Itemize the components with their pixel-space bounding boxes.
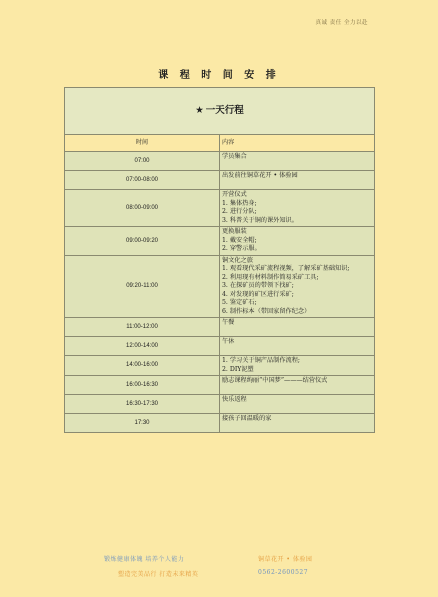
footer-brand: 铜草花开 • 体验园 [258,556,313,563]
column-header-row [65,135,375,152]
content-line: 6. 制作标本（带回家留作纪念） [222,307,311,315]
row-time: 14:00-16:00 [65,356,220,376]
content-line: 励志课程绚丽“中国梦”———结营仪式 [222,377,328,384]
row-time: 11:00-12:00 [65,318,220,337]
footer-phone: 0562-2600527 [258,569,309,576]
content-line: 5. 鉴定矿石; [222,299,257,306]
content-line: 2. 穿警示服。 [222,245,261,252]
table-heading [65,88,375,135]
content-line: 4. 对发现的矿区进行采矿; [222,290,294,298]
content-line: 开营仪式 [222,191,247,198]
content-line: 接孩子回温暖的家 [222,415,272,422]
schedule-rows [65,152,375,433]
page-title: 课 程 时 间 安 排 [158,70,280,81]
content-line: 1. 集体热身; [222,199,257,207]
content-line: 3. 在探矿员的带领下找矿; [222,282,294,289]
row-content [220,227,375,256]
content-line: 午餐 [222,319,235,326]
table-row [65,356,375,376]
row-content [220,255,375,318]
row-content [220,395,375,414]
content-line: 更换服装 [222,228,247,235]
table-heading-row [65,88,375,135]
row-content [220,190,375,227]
header-motto: 真诚 责任 全力以赴 [315,20,368,26]
column-header-content: 内容 [220,135,375,152]
content-line: 快乐返程 [222,396,247,403]
content-line: 铜文化之旅 [222,256,253,264]
content-line: 午休 [222,338,235,345]
row-time: 07:00-08:00 [65,171,220,190]
content-line: 1. 戴安全帽; [222,236,257,244]
star-icon: ★ [195,104,204,116]
content-line: 3. 科普关于铜的课外知识。 [222,216,298,224]
footer-slogan-1: 锻炼健康体魄 培养个人能力 [104,556,185,563]
schedule-table [64,87,375,433]
row-time: 16:00-16:30 [65,376,220,395]
content-line: 1. 观看现代采矿流程视频，了解采矿基础知识; [222,265,350,272]
row-time: 08:00-09:00 [65,190,220,227]
table-row [65,227,375,256]
row-content [220,376,375,395]
content-line: 2. 利用现有材料制作简易采矿工具; [222,273,319,281]
row-time: 09:20-11:00 [65,255,220,318]
table-row [65,337,375,356]
row-time: 12:00-14:00 [65,337,220,356]
content-line: 2. DIY泥塑 [222,365,254,373]
table-row [65,395,375,414]
row-content [220,152,375,171]
row-time: 09:00-09:20 [65,227,220,256]
footer-slogan-2: 塑造完美品行 打造未来精英 [118,571,199,578]
row-content [220,171,375,190]
row-time: 16:30-17:30 [65,395,220,414]
content-line: 学员集合 [222,153,247,160]
content-line: 1. 学习关于铜产品制作流程; [222,357,301,364]
table-row [65,171,375,190]
table-row [65,376,375,395]
row-time: 17:30 [65,414,220,433]
content-line: 2. 进行分队; [222,208,257,215]
row-content [220,414,375,433]
row-content [220,356,375,376]
table-row [65,318,375,337]
column-header-time: 时间 [65,135,220,152]
table-heading-text: 一天行程 [205,104,244,116]
row-time: 07:00 [65,152,220,171]
table-row [65,414,375,433]
content-line: 出发前往铜草花开 • 体验园 [222,172,298,179]
row-content [220,337,375,356]
table-row [65,255,375,318]
table-row [65,190,375,227]
table-row [65,152,375,171]
row-content [220,318,375,337]
